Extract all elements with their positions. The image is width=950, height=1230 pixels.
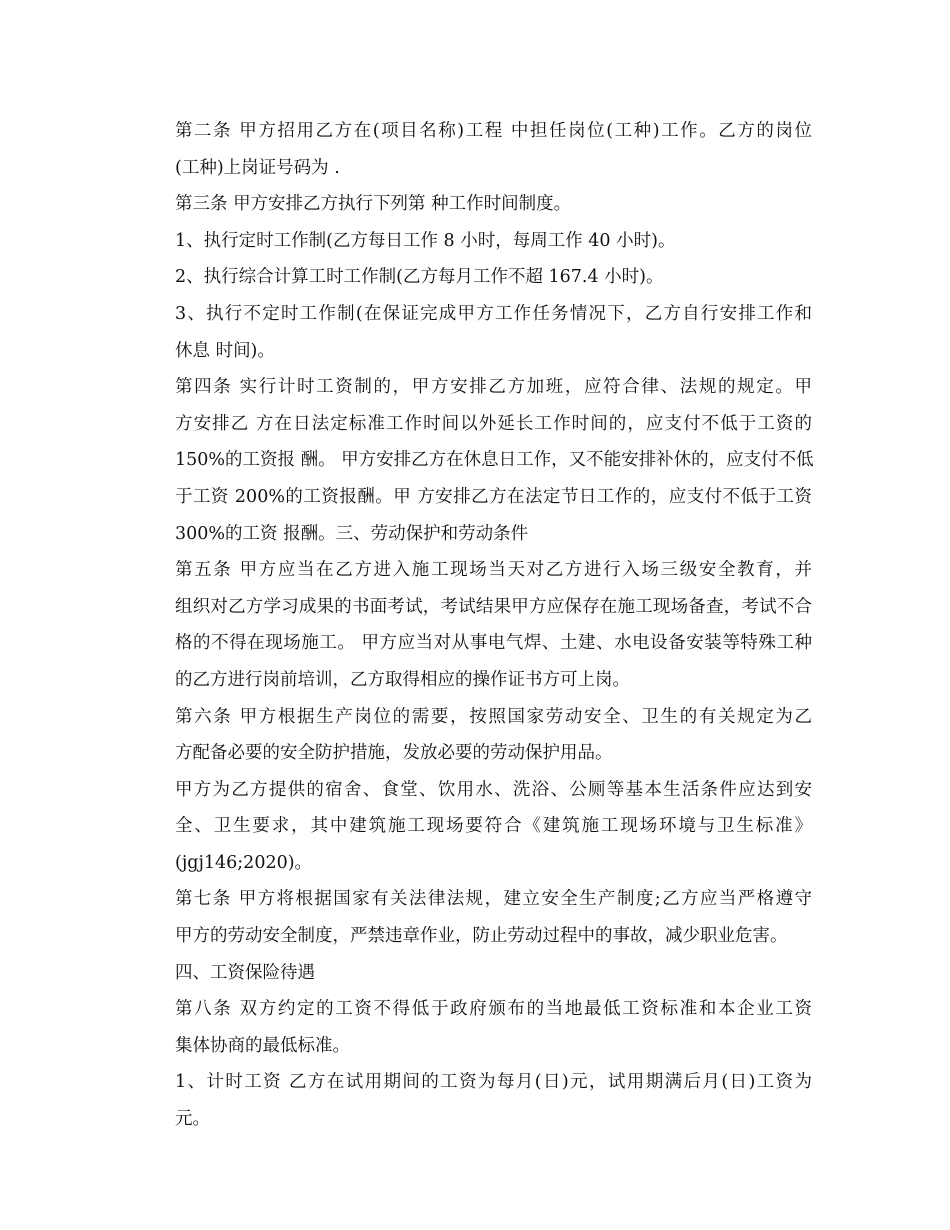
text-line: 甲方为乙方提供的宿舍、食堂、饮用水、洗浴、公厕等基本生活条件应达到安 [175,779,812,800]
text-line: (工种)上岗证号码为 . [175,157,340,178]
text-line: 于工资 200%的工资报酬。甲 方安排乙方在法定节日工作的，应支付不低于工资 [175,486,812,507]
text-line: 第七条 甲方将根据国家有关法律法规，建立安全生产制度;乙方应当严格遵守 [175,889,812,910]
article-8-item-1 [140,1064,812,1137]
text-line: 方配备必要的安全防护措施，发放必要的劳动保护用品。 [175,743,613,764]
text-line: 第三条 甲方安排乙方执行下列第 种工作时间制度。 [175,194,572,215]
article-6-living-paragraph [140,772,812,882]
article-3-item-2 [140,259,812,296]
text-line: 第二条 甲方招用乙方在(项目名称)工程 中担任岗位(工种)工作。乙方的岗位 [175,121,812,141]
article-6-paragraph [140,699,812,772]
text-line: 150%的工资报 酬。 甲方安排乙方在休息日工作，又不能安排补休的，应支付不低 [175,450,814,471]
text-line: (jgj146;2020)。 [175,852,313,873]
text-line: 四、工资保险待遇 [175,962,315,983]
text-line: 元。 [175,1109,210,1130]
text-line: 集体协商的最低标准。 [175,1035,350,1056]
text-line: 2、执行综合计算工时工作制(乙方每月工作不超 167.4 小时)。 [175,267,664,288]
text-line: 格的不得在现场施工。 甲方应当对从事电气焊、土建、水电设备安装等特殊工种 [175,633,812,654]
article-3-item-1 [140,223,812,260]
text-line: 1、计时工资 乙方在试用期间的工资为每月(日)元，试用期满后月(日)工资为 [175,1072,812,1093]
text-line: 第六条 甲方根据生产岗位的需要，按照国家劳动安全、卫生的有关规定为乙 [175,706,812,727]
text-line: 第八条 双方约定的工资不得低于政府颁布的当地最低工资标准和本企业工资 [175,999,812,1020]
article-5-paragraph [140,552,812,698]
text-line: 休息 时间)。 [175,340,275,361]
text-line: 组织对乙方学习成果的书面考试，考试结果甲方应保存在施工现场备查，考试不合 [175,596,812,617]
text-line: 方安排乙 方在日法定标准工作时间以外延长工作时间的，应支付不低于工资的 [175,413,812,434]
section-4-heading [140,955,812,992]
document-page [140,113,812,1138]
text-line: 300%的工资 报酬。三、劳动保护和劳动条件 [175,523,529,544]
text-line: 第五条 甲方应当在乙方进入施工现场当天对乙方进行入场三级安全教育，并 [175,560,812,581]
text-line: 1、执行定时工作制(乙方每日工作 8 小时，每周工作 40 小时)。 [175,230,676,251]
article-4-paragraph [140,369,812,552]
article-8-paragraph [140,991,812,1064]
text-line: 全、卫生要求，其中建筑施工现场要符合《建筑施工现场环境与卫生标准》 [175,816,812,837]
article-2-paragraph [140,113,812,186]
text-line: 的乙方进行岗前培训，乙方取得相应的操作证书方可上岗。 [175,669,630,690]
article-3-paragraph [140,186,812,223]
text-line: 甲方的劳动安全制度，严禁违章作业，防止劳动过程中的事故，减少职业危害。 [175,926,788,947]
text-line: 3、执行不定时工作制(在保证完成甲方工作任务情况下，乙方自行安排工作和 [175,303,812,324]
article-7-paragraph [140,881,812,954]
text-line: 第四条 实行计时工资制的，甲方安排乙方加班，应符合律、法规的规定。甲 [175,377,812,398]
article-3-item-3 [140,296,812,369]
